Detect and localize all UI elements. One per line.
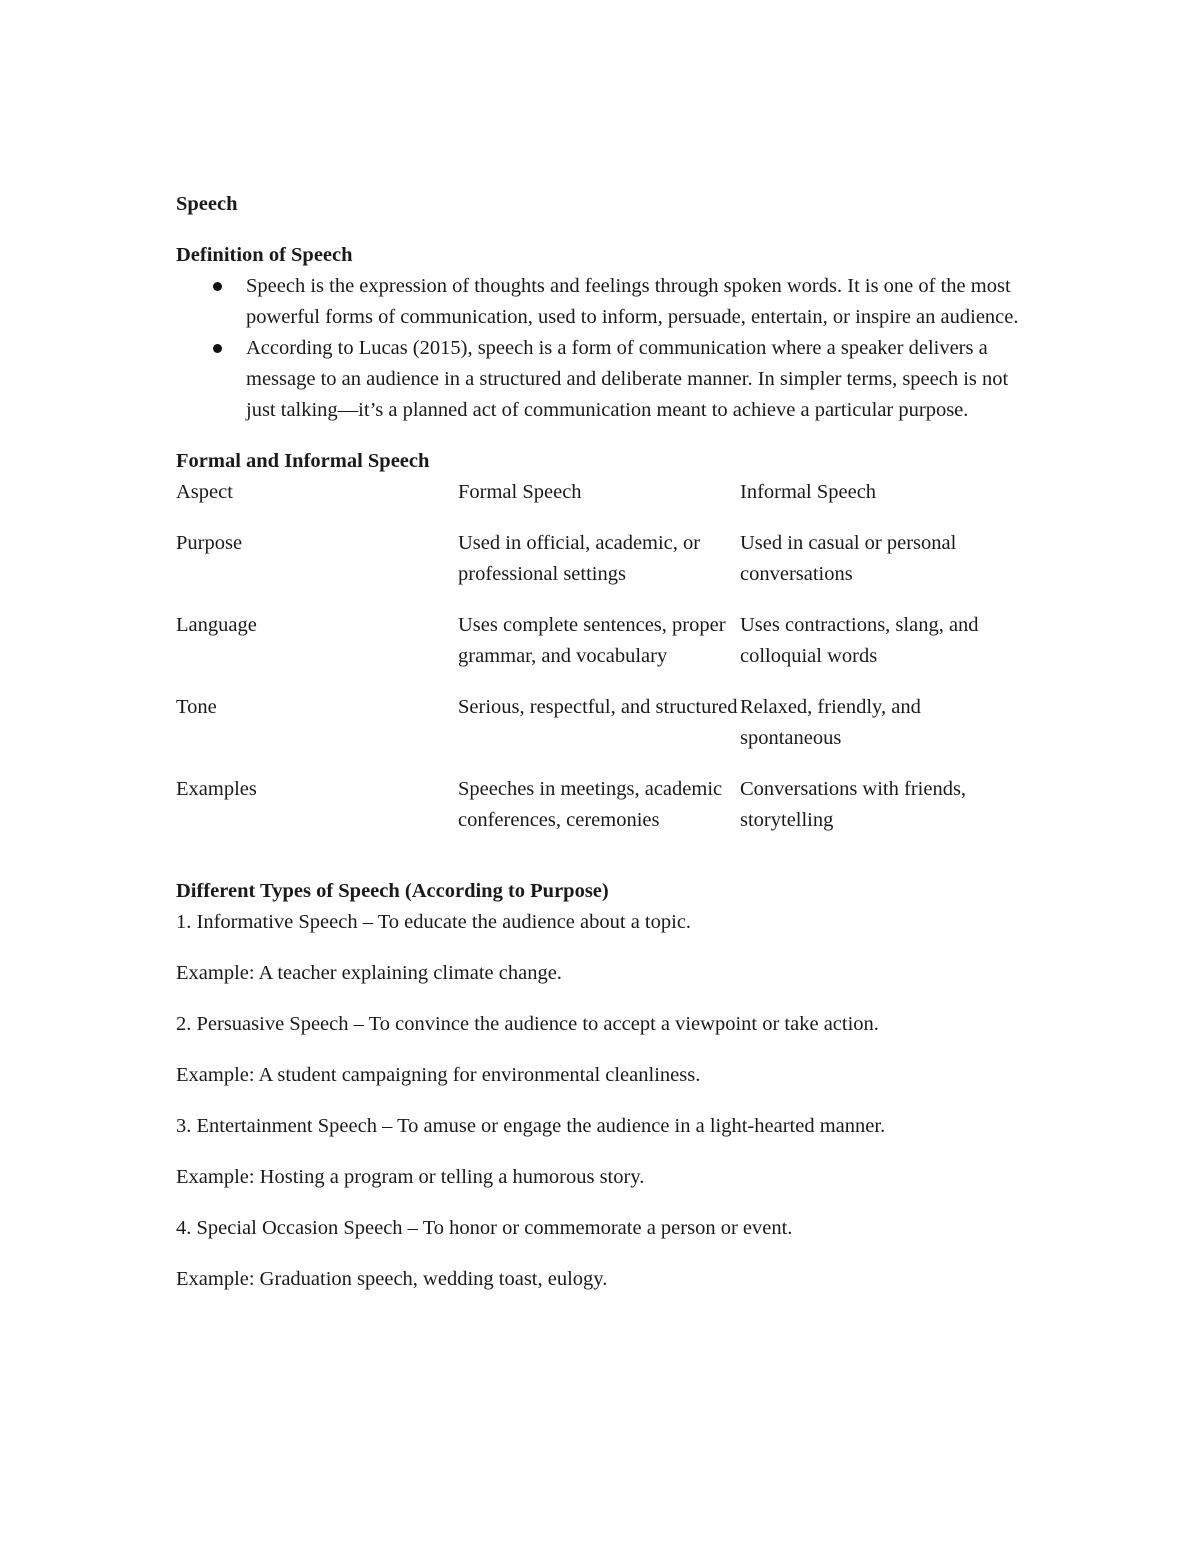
type-example: Example: A student campaigning for environmental cleanliness. xyxy=(176,1064,701,1086)
type-item: 2. Persuasive Speech – To convince the audience to accept a viewpoint or take action. xyxy=(176,1013,879,1035)
formal-informal-heading: Formal and Informal Speech xyxy=(176,450,430,472)
table-cell: Purpose xyxy=(176,532,243,554)
table-cell: Relaxed, friendly, and spontaneous xyxy=(740,696,921,749)
column-header: Aspect xyxy=(176,481,233,503)
column-header: Informal Speech xyxy=(740,481,877,503)
definition-heading: Definition of Speech xyxy=(176,244,353,266)
column-header: Formal Speech xyxy=(458,481,582,503)
table-header-row xyxy=(176,477,1036,508)
type-item: 1. Informative Speech – To educate the audience about a topic. xyxy=(176,911,692,933)
document-title: Speech xyxy=(176,193,238,215)
table-cell: Serious, respectful, and structured xyxy=(458,696,738,718)
table-row xyxy=(176,692,1036,754)
bullet-icon xyxy=(213,344,222,353)
list-item xyxy=(176,333,1026,426)
table-row xyxy=(176,610,1036,672)
table-cell: Used in casual or personal conversations xyxy=(740,532,957,585)
type-example: Example: A teacher explaining climate change. xyxy=(176,962,562,984)
bullet-icon xyxy=(213,282,222,291)
table-cell: Speeches in meetings, academic conferences, ceremonies xyxy=(458,778,723,831)
bullet-text: According to Lucas (2015), speech is a form of communication where a speaker delivers a message to an audience in a structured and deliberate manner. In simpler terms, speech is not just talking—it’s a planned act of communication meant to achieve a particular purpose. xyxy=(246,337,1009,421)
table-cell: Uses contractions, slang, and colloquial words xyxy=(740,614,979,667)
list-item xyxy=(176,271,1026,333)
table-cell: Uses complete sentences, proper grammar, and vocabulary xyxy=(458,614,726,667)
document-page xyxy=(176,189,1036,1295)
table-cell: Conversations with friends, storytelling xyxy=(740,778,967,831)
table-cell: Tone xyxy=(176,696,217,718)
table-row xyxy=(176,528,1036,590)
table-cell: Language xyxy=(176,614,257,636)
type-example: Example: Hosting a program or telling a humorous story. xyxy=(176,1166,645,1188)
table-cell: Used in official, academic, or professional settings xyxy=(458,532,701,585)
table-row xyxy=(176,774,1036,836)
type-item: 4. Special Occasion Speech – To honor or commemorate a person or event. xyxy=(176,1217,793,1239)
type-item: 3. Entertainment Speech – To amuse or engage the audience in a light-hearted manner. xyxy=(176,1115,886,1137)
bullet-text: Speech is the expression of thoughts and feelings through spoken words. It is one of the most powerful forms of communication, used to inform, persuade, entertain, or inspire an audience. xyxy=(246,275,1019,328)
definition-list xyxy=(176,271,1036,426)
comparison-table xyxy=(176,477,1036,836)
types-heading: Different Types of Speech (According to Purpose) xyxy=(176,880,609,902)
type-example: Example: Graduation speech, wedding toast, eulogy. xyxy=(176,1268,608,1290)
table-cell: Examples xyxy=(176,778,257,800)
